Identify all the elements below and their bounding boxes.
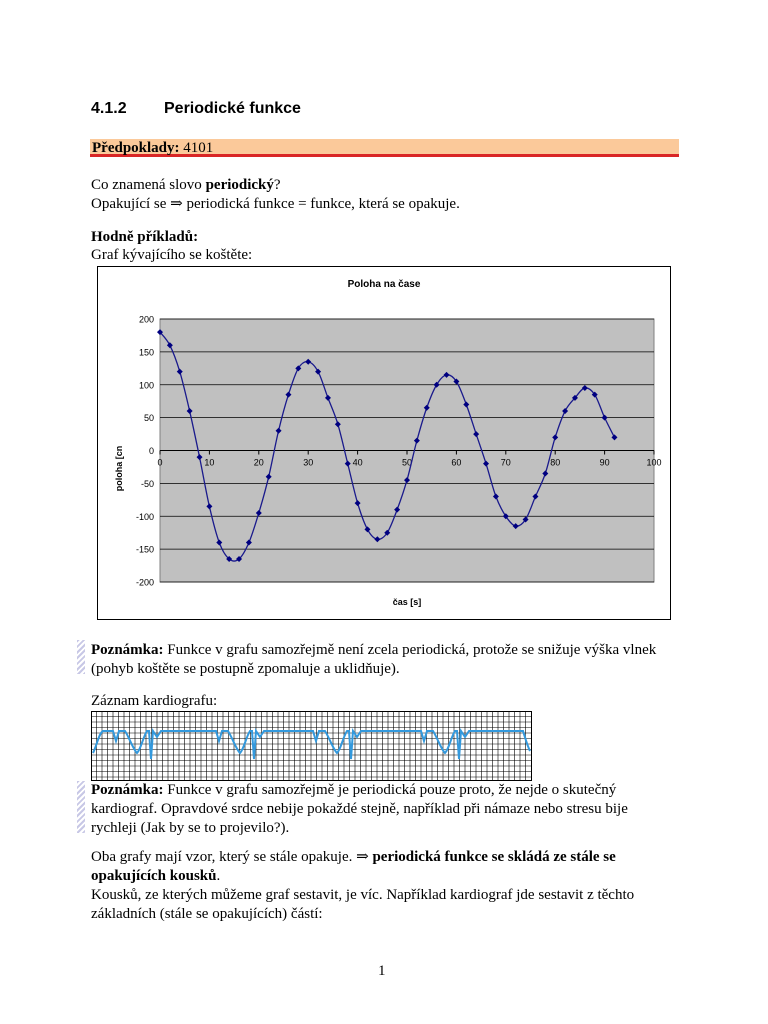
x-tick-label: 20 [253,457,264,468]
prerequisites-label: Předpoklady: [92,140,180,156]
ecg-chart [91,711,532,781]
prerequisites-bar [90,139,679,157]
x-tick-label: 40 [352,457,363,468]
prerequisites-value: 4101 [183,140,214,156]
y-tick-label: 150 [138,347,154,358]
note-marker [77,781,85,833]
intro-answer-text: periodická funkce = funkce, která se opakuje. [182,196,460,212]
ecg-caption: Záznam kardiografu: [91,693,218,709]
note-1 [91,641,661,679]
conclusion-text: Oba grafy mají vzor, který se stále opakuje. [91,849,357,865]
y-tick-label: 50 [143,413,154,424]
x-tick-label: 80 [550,457,561,468]
conclusion-bold: periodická funkce se skládá ze stále se opakujících kousků [91,849,616,884]
x-tick-label: 60 [451,457,462,468]
conclusion [91,848,691,886]
implies-arrow: ⇒ [170,196,183,212]
note-2 [91,781,661,838]
y-tick-label: -50 [140,478,154,489]
intro-question [91,176,691,195]
y-tick-label: 0 [148,446,154,456]
implies-arrow: ⇒ [356,849,369,865]
chart-frame [97,266,671,620]
section-heading [91,100,301,118]
y-tick-label: 200 [138,314,154,325]
intro-answer [91,195,691,214]
x-tick-label: 0 [157,457,163,468]
note-2-text: Funkce v grafu samozřejmě je periodická pouze proto, že nejde o skutečný kardiograf. Opravdové srdce nebije pokaždé stejně, například při námaze nebo stresu bije rychleji (Jak by se to projevilo?). [91,782,628,836]
x-tick-label: 50 [401,457,413,468]
section-number: 4.1.2 [91,100,127,117]
y-tick-label: 100 [138,380,154,391]
intro-question-bold: periodický [205,177,274,193]
page-number: 1 [378,963,386,979]
intro-question-suffix: ? [273,177,281,193]
conclusion-line-2: Kousků, ze kterých můžeme graf sestavit, je víc. Například kardiograf jde sestavit z těchto základních (stále se opakujících) částí: [91,887,635,922]
intro-answer-prefix: Opakující se [91,196,171,212]
position-time-chart [98,267,670,619]
intro-question-text: Co znamená slovo [91,177,206,193]
note-1-label: Poznámka: [91,642,164,658]
note-2-label: Poznámka: [91,782,164,798]
y-axis-label: poloha [cn [114,445,124,492]
note-marker [77,640,85,674]
y-tick-label: -100 [135,511,154,522]
x-tick-label: 70 [500,457,511,468]
x-axis-label: čas [s] [392,597,422,607]
conclusion-suffix: . [216,868,221,884]
examples-heading: Hodně příkladů: [91,229,199,245]
x-tick-label: 30 [303,457,314,468]
chart-title: Poloha na čase [347,279,421,290]
x-tick-label: 100 [646,457,662,468]
section-title: Periodické funkce [164,100,301,117]
x-tick-label: 90 [599,457,610,468]
chart-caption: Graf kývajícího se koštěte: [91,247,253,263]
y-tick-label: -200 [135,577,154,588]
y-tick-label: -150 [135,544,154,555]
note-1-text: Funkce v grafu samozřejmě není zcela periodická, protože se snižuje výška vlnek (pohyb koštěte se postupně zpomaluje a uklidňuje). [91,642,657,677]
x-tick-label: 10 [204,457,215,468]
